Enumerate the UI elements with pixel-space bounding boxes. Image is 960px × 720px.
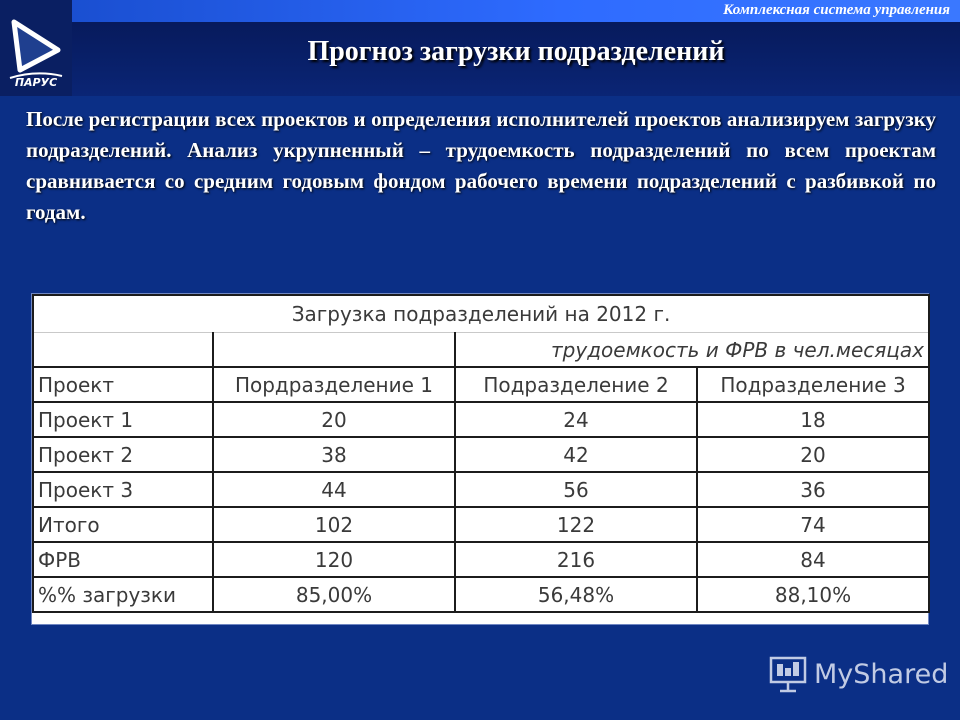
table-cell: 120 [213, 542, 455, 577]
column-header: Подразделение 2 [455, 367, 697, 402]
table-row [33, 437, 929, 472]
table-cell: 74 [697, 507, 929, 542]
table-row [33, 507, 929, 542]
table-unit-row [33, 333, 929, 368]
top-strip [72, 0, 960, 22]
logo-wordmark: ПАРУС [14, 76, 58, 89]
row-label: Проект 3 [33, 472, 213, 507]
table-cell: 102 [213, 507, 455, 542]
table-cell: 42 [455, 437, 697, 472]
load-table-screenshot [32, 294, 928, 624]
table-cell: 38 [213, 437, 455, 472]
load-table [32, 294, 930, 613]
table-cell: 56,48% [455, 577, 697, 612]
table-title-row [33, 295, 929, 333]
column-header: Проект [33, 367, 213, 402]
page-title: Прогноз загрузки подразделений [307, 36, 725, 67]
body-paragraph: После регистрации всех проектов и определения исполнителей проектов анализируем загрузку подразделений. Анализ укрупненный – трудоемкость подразделений по всем проектам сравнивается со средним годовым фондом рабочего времени подразделений с разбивкой по годам. [26, 107, 936, 224]
watermark-text: MyShared [814, 658, 949, 690]
table-cell: 84 [697, 542, 929, 577]
row-label: Проект 2 [33, 437, 213, 472]
unit-note: трудоемкость и ФРВ в чел.месяцах [455, 333, 929, 368]
table-cell: 20 [697, 437, 929, 472]
table-header-row [33, 367, 929, 402]
table-cell: 44 [213, 472, 455, 507]
row-label: ФРВ [33, 542, 213, 577]
empty-cell [213, 333, 455, 368]
table-cell: 24 [455, 402, 697, 437]
row-label: Проект 1 [33, 402, 213, 437]
table-row [33, 577, 929, 612]
table-cell: 20 [213, 402, 455, 437]
watermark [768, 652, 948, 696]
table-cell: 56 [455, 472, 697, 507]
row-label: Итого [33, 507, 213, 542]
table-cell: 122 [455, 507, 697, 542]
table-row [33, 542, 929, 577]
table-title: Загрузка подразделений на 2012 г. [33, 295, 929, 333]
table-cell: 36 [697, 472, 929, 507]
sail-logo-icon [0, 0, 72, 96]
presentation-icon [768, 654, 808, 694]
table-cell: 18 [697, 402, 929, 437]
table-cell: 88,10% [697, 577, 929, 612]
empty-cell [33, 333, 213, 368]
corner-label: Комплексная система управления [723, 2, 950, 18]
table-cell: 216 [455, 542, 697, 577]
row-label: %% загрузки [33, 577, 213, 612]
logo [0, 0, 72, 96]
table-row [33, 472, 929, 507]
table-cell: 85,00% [213, 577, 455, 612]
table-row [33, 402, 929, 437]
column-header: Пордразделение 1 [213, 367, 455, 402]
column-header: Подразделение 3 [697, 367, 929, 402]
